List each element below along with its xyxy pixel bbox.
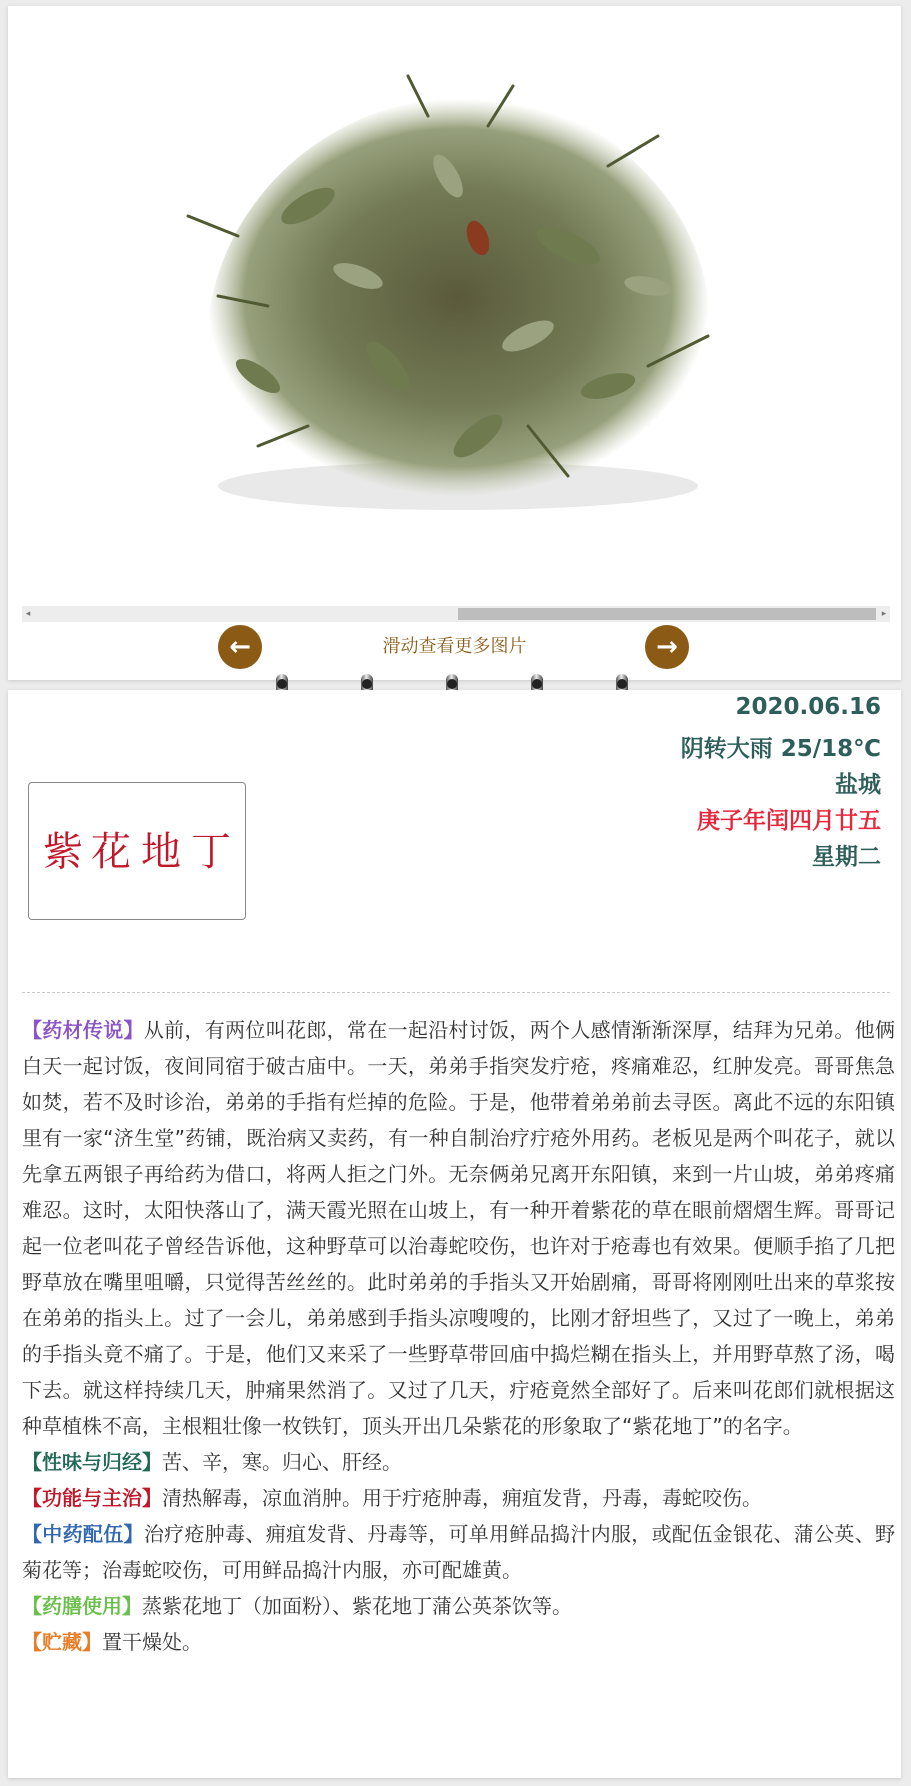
diet-section [22, 1588, 895, 1624]
gallery-scrollbar[interactable] [22, 606, 890, 622]
nature-label: 【性味与归经】 [22, 1450, 162, 1474]
arrow-left-icon: ← [229, 632, 251, 662]
herb-photo [8, 6, 901, 596]
diet-text: 蒸紫花地丁（加面粉）、紫花地丁蒲公英茶饮等。 [142, 1594, 572, 1618]
arrow-right-icon: → [656, 632, 678, 662]
swipe-hint: 滑动查看更多图片 [382, 636, 527, 657]
scroll-left-arrow-icon[interactable]: ◂ [25, 609, 31, 619]
function-label: 【功能与主治】 [22, 1486, 162, 1510]
legend-label: 【药材传说】 [22, 1018, 144, 1042]
image-gallery-card [8, 6, 901, 680]
next-image-button[interactable] [645, 625, 689, 669]
diet-label: 【药膳使用】 [22, 1594, 142, 1618]
date-text: 2020.06.16 [735, 694, 881, 720]
compatibility-text: 治疗疮肿毒、痈疽发背、丹毒等，可单用鲜品捣汁内服，或配伍金银花、蒲公英、野菊花等；治毒蛇咬伤，可用鲜品捣汁内服，亦可配雄黄。 [22, 1522, 896, 1582]
seal-characters [29, 783, 245, 919]
weather-text: 阴转大雨 25/18℃ [680, 736, 881, 762]
scroll-thumb[interactable] [458, 608, 876, 620]
storage-section [22, 1624, 895, 1660]
function-text: 清热解毒，凉血消肿。用于疔疮肿毒，痈疽发背，丹毒，毒蛇咬伤。 [162, 1486, 762, 1510]
lunar-date-text: 庚子年闰四月廿五 [697, 808, 881, 834]
article-card [8, 690, 901, 1778]
legend-text: 从前，有两位叫花郎，常在一起沿村讨饭，两个人感情渐渐深厚，结拜为兄弟。他俩白天一起讨饭，夜间同宿于破古庙中。一天，弟弟手指突发疔疮，疼痛难忍，红肿发亮。哥哥焦急如焚，若不及时诊治，弟弟的手指有烂掉的危险。于是，他带着弟弟前去寻医。离此不远的东阳镇里有一家“济生堂”药铺，既治病又卖药，有一种自制治疗疔疮外用药。老板见是两个叫花子，就以先拿五两银子再给药为借口，将两人拒之门外。无奈俩弟兄离开东阳镇，来到一片山坡，弟弟疼痛难忍。这时，太阳快落山了，满天霞光照在山坡上，有一种开着紫花的草在眼前熠熠生辉。哥哥记起一位老叫花子曾经告诉他，这种野草可以治毒蛇咬伤，也许对于疮毒也有效果。便顺手掐了几把野草放在嘴里咀嚼，只觉得苦丝丝的。此时弟弟的手指头又开始剧痛，哥哥将刚刚吐出来的草浆按在弟弟的指头上。过了一会儿，弟弟感到手指头凉嗖嗖的，比刚才舒坦些了，又过了一晚上，弟弟的手指头竟不痛了。于是，他们又来采了一些野草带回庙中捣烂糊在指头上，并用野草熬了汤，喝下去。就这样持续几天，肿痛果然消了。又过了几天，疔疮竟然全部好了。后来叫花郎们就根据这种草植株不高，主根粗壮像一枚铁钉，顶头开出几朵紫花的形象取了“紫花地丁”的名字。 [22, 1018, 896, 1438]
compatibility-label: 【中药配伍】 [22, 1522, 144, 1546]
nature-text: 苦、辛，寒。归心、肝经。 [162, 1450, 402, 1474]
article-body [22, 1012, 895, 1660]
nature-section [22, 1444, 895, 1480]
legend-section [22, 1012, 895, 1444]
seal-char: 地 [141, 829, 181, 875]
seal-char: 紫 [43, 829, 83, 875]
seal-char: 丁 [191, 829, 231, 875]
seal-char: 花 [91, 829, 131, 875]
storage-text: 置干燥处。 [102, 1630, 202, 1654]
weekday-text: 星期二 [812, 844, 881, 870]
scroll-right-arrow-icon[interactable]: ▸ [881, 609, 887, 619]
storage-label: 【贮藏】 [22, 1630, 102, 1654]
compatibility-section [22, 1516, 895, 1588]
dashed-divider [22, 992, 890, 993]
function-section [22, 1480, 895, 1516]
city-text: 盐城 [835, 772, 881, 798]
herb-name-seal [28, 782, 246, 920]
